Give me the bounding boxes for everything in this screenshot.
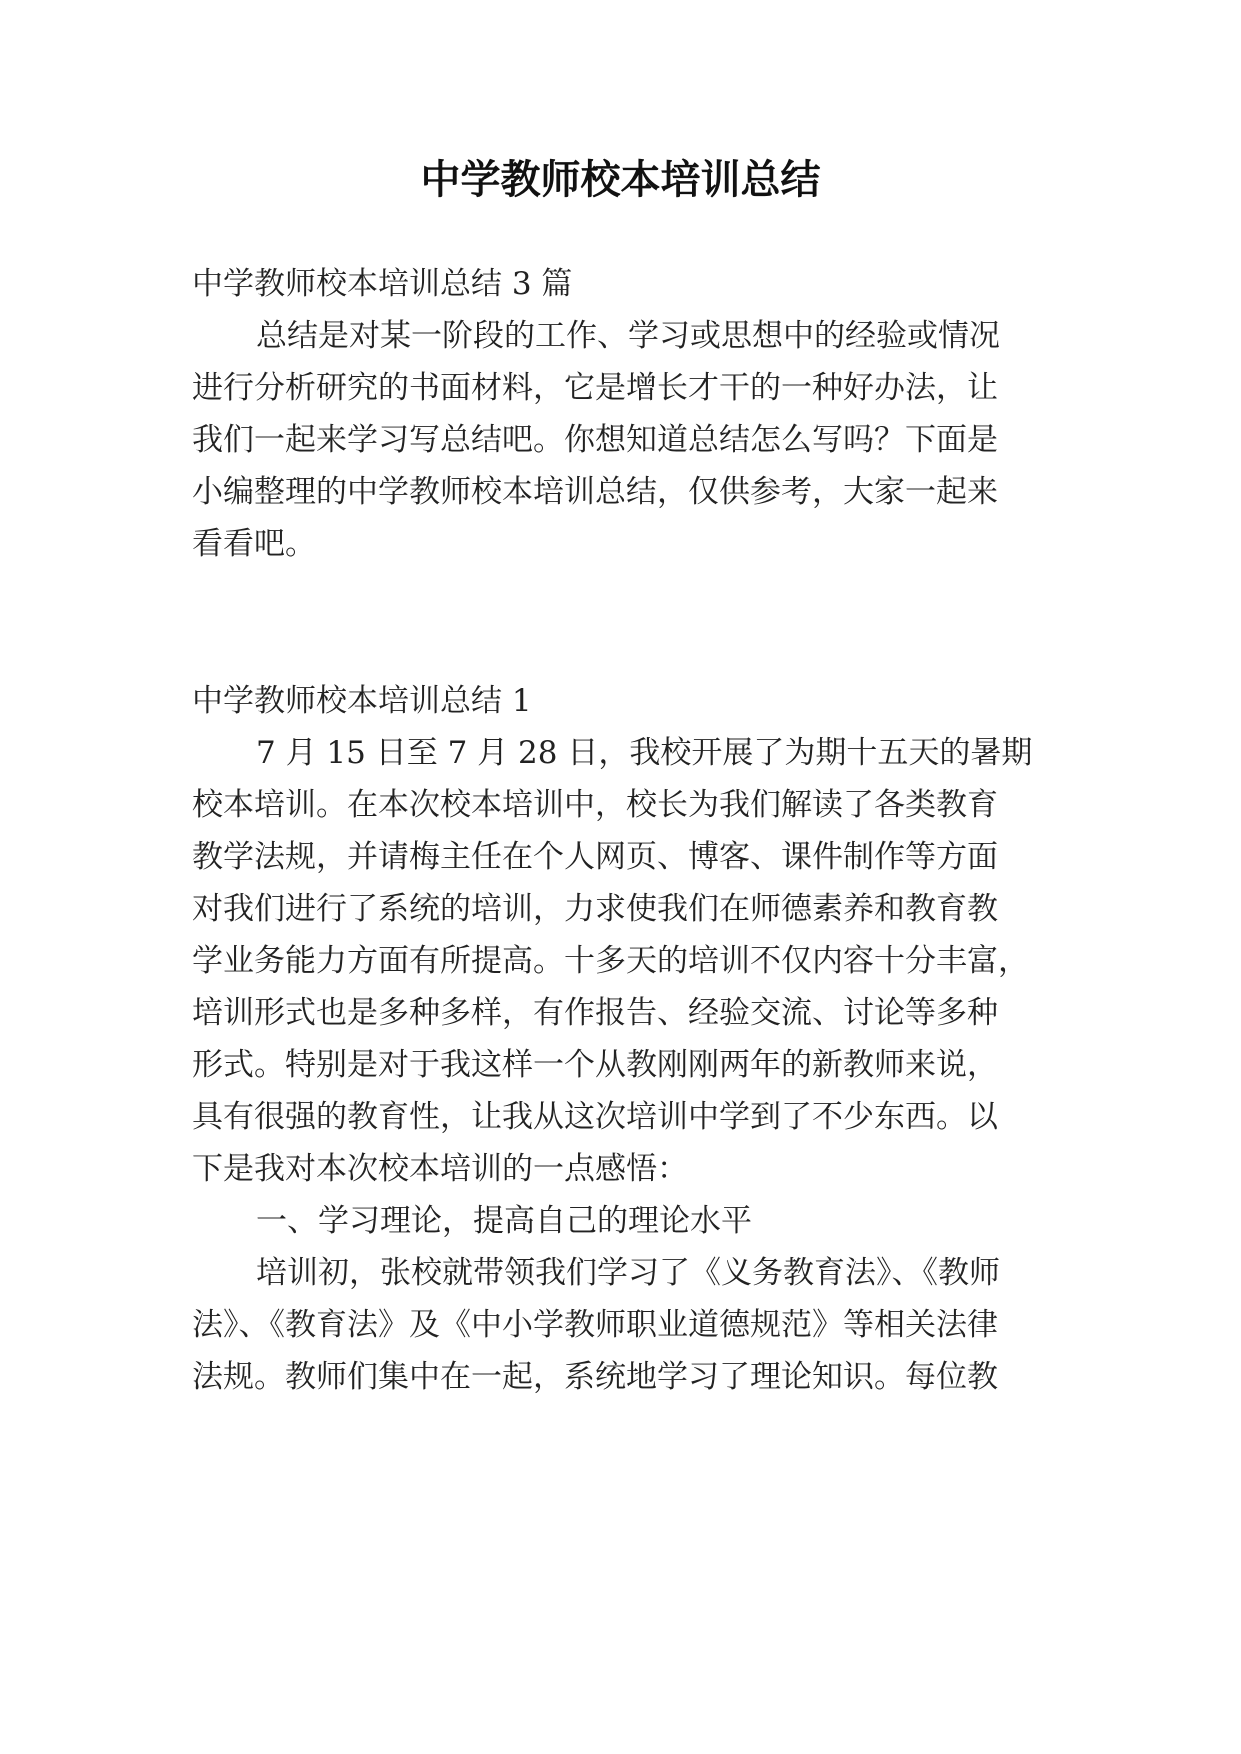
body-line: 具有很强的教育性，让我从这次培训中学到了不少东西。以 [192, 1099, 998, 1135]
intro-line: 总结是对某一阶段的工作、学习或思想中的经验或情况 [256, 318, 1000, 354]
body-line: 教学法规，并请梅主任在个人网页、博客、课件制作等方面 [192, 839, 998, 875]
intro-line: 进行分析研究的书面材料，它是增长才干的一种好办法，让 [192, 370, 998, 406]
subsection-heading: 一、学习理论，提高自己的理论水平 [256, 1203, 752, 1239]
body-line: 学业务能力方面有所提高。十多天的培训不仅内容十分丰富， [192, 943, 1029, 979]
intro-line: 小编整理的中学教师校本培训总结，仅供参考，大家一起来 [192, 474, 998, 510]
document-title: 中学教师校本培训总结 [420, 156, 821, 203]
body-line: 法》、《教育法》及《中小学教师职业道德规范》等相关法律 [192, 1307, 998, 1343]
body-line: 下是我对本次校本培训的一点感悟： [192, 1151, 688, 1187]
section-heading: 中学教师校本培训总结 1 [192, 683, 532, 719]
body-line: 7 月 15 日至 7 月 28 日，我校开展了为期十五天的暑期 [256, 735, 1033, 771]
subtitle-line: 中学教师校本培训总结 3 篇 [192, 266, 573, 302]
body-line: 培训初，张校就带领我们学习了《义务教育法》、《教师 [256, 1255, 1000, 1291]
intro-line: 看看吧。 [192, 526, 316, 562]
body-line: 法规。教师们集中在一起，系统地学习了理论知识。每位教 [192, 1359, 998, 1395]
intro-line: 我们一起来学习写总结吧。你想知道总结怎么写吗？下面是 [192, 422, 998, 458]
body-line: 对我们进行了系统的培训，力求使我们在师德素养和教育教 [192, 891, 998, 927]
body-line: 校本培训。在本次校本培训中，校长为我们解读了各类教育 [192, 787, 998, 823]
body-line: 培训形式也是多种多样，有作报告、经验交流、讨论等多种 [192, 995, 998, 1031]
body-line: 形式。特别是对于我这样一个从教刚刚两年的新教师来说， [192, 1047, 998, 1083]
